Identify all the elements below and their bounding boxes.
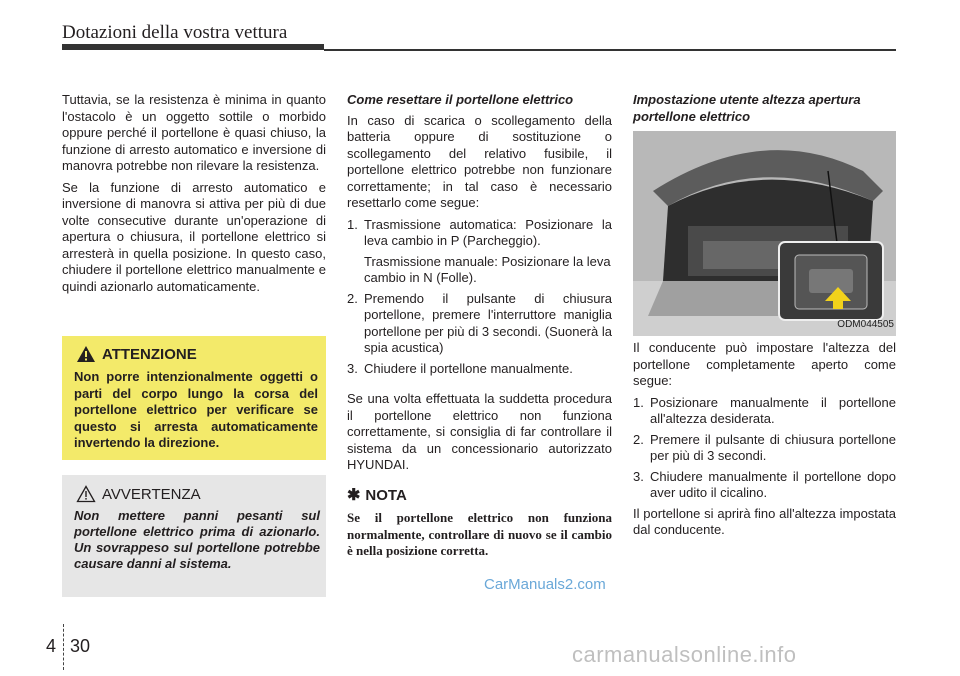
warning-box xyxy=(62,336,326,460)
list-text: Premendo il pulsante di chiusura portellone, premere l'interruttore maniglia portellone per più di 3 secondi. (Suonerà la spia acustica) xyxy=(364,290,612,355)
list-text: Posizionare manualmente il portellone all'altezza desiderata. xyxy=(650,394,896,426)
list-number: 3. xyxy=(633,468,644,484)
list-item xyxy=(347,361,612,378)
paragraph: In caso di scarica o scollegamento della batteria oppure di sostituzione o scollegamento del relativo fusibile, il portellone elettrico potrebbe non funzionare correttamente; in tal caso è necessario resettarlo come segue: xyxy=(347,112,612,210)
list-number: 3. xyxy=(347,360,358,376)
caution-body: Non mettere panni pesanti sul portellone elettrico prima di azionarlo. Un sovrappeso sul portellone potrebbe causare danni al sistema. xyxy=(74,508,320,571)
note-title xyxy=(347,488,612,505)
image-code: ODM044505 xyxy=(837,318,894,330)
list-number: 2. xyxy=(347,290,358,306)
header-rule-thin xyxy=(324,49,896,51)
asterisk-icon: ✱ xyxy=(347,486,361,504)
warning-body: Non porre intenzionalmente oggetti o parti del corpo lungo la corsa del portellone elettrico per verificare se questo si arresta automaticamente invertendo la direzione. xyxy=(74,369,318,450)
section-heading: Impostazione utente altezza apertura portellone elettrico xyxy=(633,92,861,124)
column-right xyxy=(633,92,896,544)
paragraph: Se la funzione di arresto automatico e inversione di manovra si attiva per più di due volte consecutive durante un'operazione di apertura o chiusura, il portellone elettrico si arresterà in quella posizione. In questo caso, chiudere il portellone elettrico manualmente e quindi azionarlo automaticamente. xyxy=(62,179,326,294)
warning-title xyxy=(76,345,197,363)
list-text: Chiudere il portellone manualmente. xyxy=(364,360,573,376)
section-heading: Come resettare il portellone elettrico xyxy=(347,92,574,107)
list-number: 2. xyxy=(633,431,644,447)
footer-divider xyxy=(63,624,64,670)
list-number: 1. xyxy=(347,216,358,232)
note-body: Se il portellone elettrico non funziona normalmente, controllare di nuovo se il cambio è nella posizione corretta. xyxy=(347,510,612,558)
paragraph: Il conducente può impostare l'altezza del portellone completamente aperto come segue: xyxy=(633,340,896,388)
watermark-bottom: carmanualsonline.info xyxy=(572,642,797,667)
list-continuation: Trasmissione manuale: Posizionare la leva cambio in N (Folle). xyxy=(364,253,611,285)
section-number: 4 xyxy=(46,636,57,656)
list-item xyxy=(347,217,612,250)
list-text: Premere il pulsante di chiusura portellone per più di 3 secondi. xyxy=(650,431,896,463)
watermark-center: CarManuals2.com xyxy=(484,576,606,593)
caution-title xyxy=(76,485,201,503)
column-left xyxy=(62,92,326,300)
list-item xyxy=(347,291,612,357)
note-title-text: NOTA xyxy=(365,486,407,504)
car-tailgate-illustration xyxy=(633,131,896,336)
list-item xyxy=(633,469,896,502)
header-rule-thick xyxy=(62,44,324,50)
paragraph: Tuttavia, se la resistenza è minima in quanto l'ostacolo è un oggetto sottile o morbido oppure perché il portellone è quasi chiuso, la funzione di arresto automatico e inversione di manovra potrebbe non rilevare la resistenza. xyxy=(62,92,326,173)
caution-box xyxy=(62,475,326,597)
warning-title-text: ATTENZIONE xyxy=(102,345,197,363)
page-header-title: Dotazioni della vostra vettura xyxy=(62,22,288,43)
tailgate-photo xyxy=(633,131,896,336)
list-item xyxy=(633,432,896,465)
list-text: Chiudere manualmente il portellone dopo aver udito il cicalino. xyxy=(650,468,896,500)
list-text: Trasmissione automatica: Posizionare la leva cambio in P (Parcheggio). xyxy=(364,216,612,248)
page-number: 30 xyxy=(70,636,91,656)
paragraph: Il portellone si aprirà fino all'altezza impostata dal conducente. xyxy=(633,505,896,537)
warning-triangle-icon xyxy=(76,345,96,363)
list-item xyxy=(633,395,896,428)
paragraph: Se una volta effettuata la suddetta procedura il portellone elettrico non funziona correttamente, si consiglia di far controllare il sistema da un concessionario autorizzato HYUNDAI. xyxy=(347,391,612,472)
caution-title-text: AVVERTENZA xyxy=(102,485,201,503)
list-number: 1. xyxy=(633,394,644,410)
column-middle xyxy=(347,92,612,560)
caution-triangle-icon xyxy=(76,485,96,503)
